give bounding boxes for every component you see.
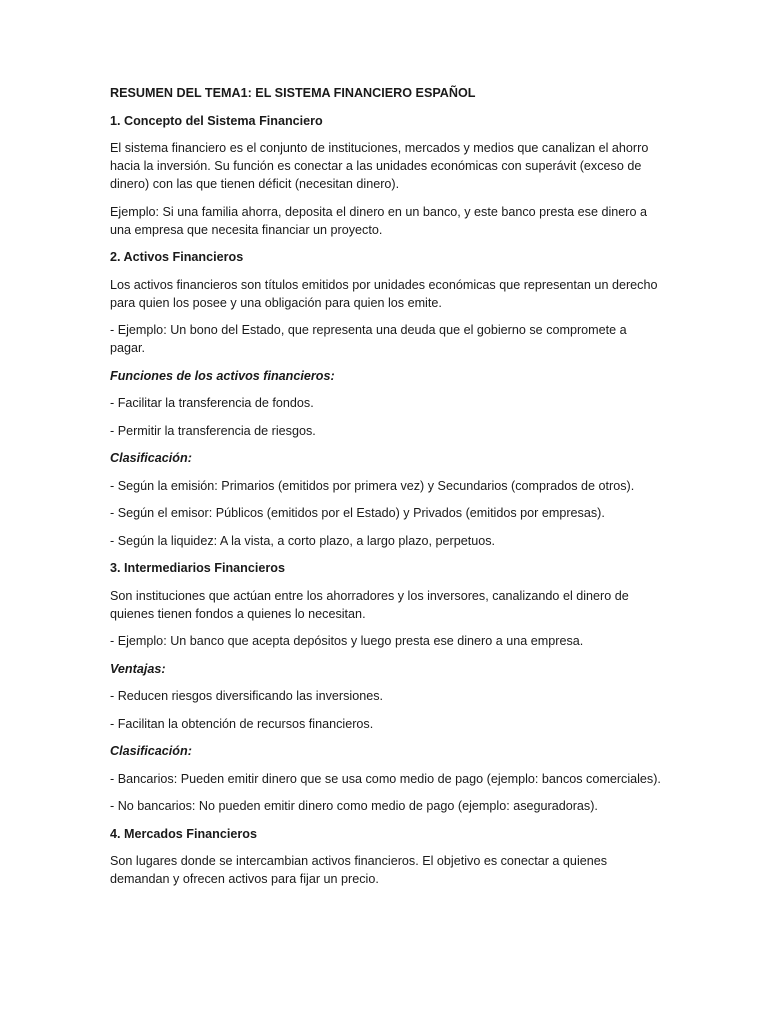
list-item-funcion: - Permitir la transferencia de riesgos. xyxy=(110,423,316,438)
subheading-funciones: Funciones de los activos financieros: xyxy=(110,368,335,383)
list-item-clasificacion-activos: - Según el emisor: Públicos (emitidos por el Estado) y Privados (emitidos por empresas). xyxy=(110,506,605,520)
paragraph-mercados: Son lugares donde se intercambian activos financieros. El objetivo es conectar a quienes demandan y ofrecen activos para fijar un precio. xyxy=(110,854,608,886)
list-item-clasificacion-activos: - Según la liquidez: A la vista, a corto plazo, a largo plazo, perpetuos. xyxy=(110,533,496,548)
subheading-ventajas: Ventajas: xyxy=(110,661,166,676)
paragraph-activos: Los activos financieros son títulos emitidos por unidades económicas que representan un derecho para quien los posee y una obligación para quien los emite. xyxy=(110,277,658,310)
example-activos: - Ejemplo: Un bono del Estado, que representa una deuda que el gobierno se compromete a pagar. xyxy=(110,323,627,355)
section-heading-intermediarios: 3. Intermediarios Financieros xyxy=(110,561,285,575)
paragraph-intermediarios: Son instituciones que actúan entre los ahorradores y los inversores, canalizando el dinero de quienes tienen fondos a quienes lo necesitan. xyxy=(110,588,629,621)
document-title: RESUMEN DEL TEMA1: EL SISTEMA FINANCIERO ESPAÑOL xyxy=(110,86,476,100)
section-heading-activos: 2. Activos Financieros xyxy=(110,250,244,264)
section-heading-concepto: 1. Concepto del Sistema Financiero xyxy=(110,113,323,128)
example-concepto: Ejemplo: Si una familia ahorra, deposita el dinero en un banco, y este banco presta ese dinero a una empresa que necesita financiar un proyecto. xyxy=(110,204,647,237)
list-item-ventaja: - Reducen riesgos diversificando las inversiones. xyxy=(110,689,383,703)
list-item-clasificacion-intermediarios: - No bancarios: No pueden emitir dinero como medio de pago (ejemplo: aseguradoras). xyxy=(110,799,598,813)
section-heading-mercados: 4. Mercados Financieros xyxy=(110,826,257,841)
subheading-clasificacion-activos: Clasificación: xyxy=(110,451,192,465)
list-item-funcion: - Facilitar la transferencia de fondos. xyxy=(110,396,314,410)
example-intermediarios: - Ejemplo: Un banco que acepta depósitos y luego presta ese dinero a una empresa. xyxy=(110,634,584,648)
list-item-ventaja: - Facilitan la obtención de recursos financieros. xyxy=(110,716,374,731)
list-item-clasificacion-activos: - Según la emisión: Primarios (emitidos por primera vez) y Secundarios (comprados de otros). xyxy=(110,478,635,493)
document-body xyxy=(110,84,665,898)
list-item-clasificacion-intermediarios: - Bancarios: Pueden emitir dinero que se usa como medio de pago (ejemplo: bancos comerciales). xyxy=(110,771,661,786)
subheading-clasificacion-intermediarios: Clasificación: xyxy=(110,744,192,758)
paragraph-concepto: El sistema financiero es el conjunto de instituciones, mercados y medios que canalizan el ahorro hacia la inversión. Su función es conectar a las unidades económicas con superávit (exceso de dinero) con las que tienen déficit (necesitan dinero). xyxy=(110,141,649,191)
